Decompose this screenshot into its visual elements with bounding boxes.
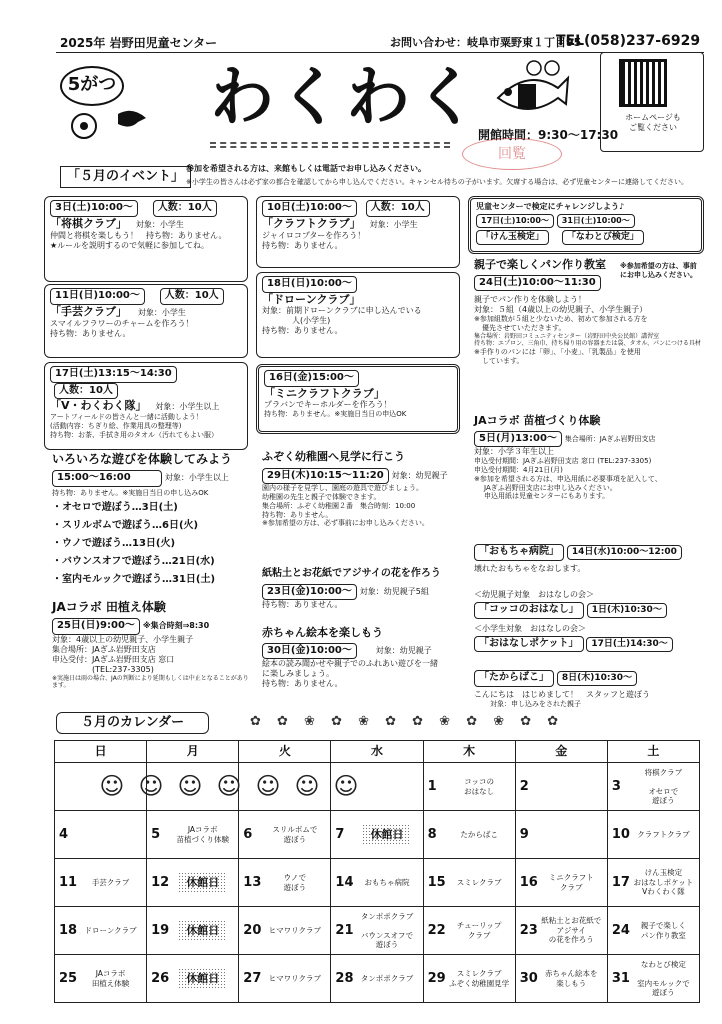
shugei-club-card: [44, 284, 248, 358]
calendar-event-text: スミレクラブ ふぞく幼稚園見学: [449, 969, 510, 988]
bread-l7: ※手作りのパンには「卵」、「小麦」、「乳製品」を使用: [474, 347, 641, 356]
calendar-event-text: JAコラボ 苗植づくり体験: [176, 825, 229, 844]
calendar-date-number: 16: [519, 874, 538, 890]
calendar-date-number: 19: [151, 922, 170, 938]
play-items: 持ち物：ありません。※実施日当日の申し込みOK: [52, 488, 209, 497]
rice-planting-section: [52, 600, 252, 690]
mini-desc: プラバンでキーホルダーを作ろう！: [264, 400, 392, 410]
calendar-day-mon: [147, 955, 239, 1003]
sweetpotato-title: JAコラボ 苗植づくり体験: [474, 414, 601, 427]
calendar-closed-day: 休館日: [178, 920, 227, 942]
contact-address: お問い合わせ：岐阜市粟野東１丁目95: [390, 36, 582, 49]
toy-hospital-section: [474, 544, 706, 574]
shogi-note: ★ルールを説明するので気軽に参加してね。: [50, 240, 210, 250]
calendar-event-text: スリルボムで 遊ぼう: [272, 825, 318, 844]
craft-desc: ジャイロコプターを作ろう！: [262, 230, 366, 240]
calendar-closed-day: 休館日: [178, 872, 227, 894]
calendar-event-text: 将棋クラブ オセロで 遊ぼう: [644, 767, 683, 805]
craft-club-card: [256, 196, 460, 268]
calendar-day-wed: [331, 907, 423, 955]
calendar-date-number: 3: [611, 778, 621, 794]
calendar-date-number: 11: [59, 874, 78, 890]
calendar-event-text: 赤ちゃん絵本を 楽しもう: [545, 969, 598, 988]
baby-title: 赤ちゃん絵本を楽しもう: [262, 626, 383, 639]
calendar-date-number: 22: [427, 922, 446, 938]
bread-l4: 優先させていただきます。: [482, 324, 566, 332]
calendar-event-text: おもちゃ病院: [364, 877, 410, 887]
baby-desc-1: 絵本の読み聞かせや親子でのふれあい遊びを一緒: [262, 659, 438, 669]
bread-l3: ※参加組数が５組と少ないため、初めて参加される方を: [474, 315, 648, 324]
mini-items: 持ち物：ありません。※実施日当日の申込OK: [264, 410, 407, 419]
craft-date: 10日(土)10:00～: [262, 200, 357, 217]
kinder-gather: 集合場所：ふぞく幼稚園２番 集合時刻：10:00: [262, 501, 416, 510]
calendar-day-wed: [331, 811, 423, 859]
sweetpotato-place: 集合場所：JAぎふ岩野田支店: [564, 434, 656, 443]
cal-header-mon: 月: [147, 741, 239, 763]
month-badge: 5がつ: [60, 66, 124, 106]
story1-date: 1日(木)10:30～: [587, 603, 667, 618]
calendar-decoration-icon: ✿ ✿ ❀ ✿ ❀ ✿ ✿ ❀ ✿ ❀ ✿ ✿: [250, 714, 565, 729]
calendar-day-sat: [607, 859, 699, 907]
calendar-date-number: 28: [335, 970, 354, 986]
play-time: 15:00～16:00: [52, 470, 162, 487]
calendar-event-text: タンポポクラブ: [360, 973, 414, 983]
calendar-day-wed: [331, 763, 423, 811]
calendar-day-sat: [607, 763, 699, 811]
calendar-event-text: ドローンクラブ: [84, 925, 137, 935]
hydrangea-section: [262, 568, 462, 610]
calendar-date-number: 8: [427, 826, 437, 842]
shogi-capacity: 人数：10人: [153, 200, 217, 217]
calendar-day-tue: [239, 955, 331, 1003]
challenge-jumprope: 「なわとび検定」: [562, 230, 644, 245]
calendar-day-sun: [55, 811, 147, 859]
calendar-date-number: 13: [243, 874, 262, 890]
sweetpotato-l5: JAぎふ岩野田支店にお申し込みください。: [484, 483, 617, 492]
calendar-day-mon: [147, 763, 239, 811]
sweetpotato-date: 5日(月)13:00～: [474, 431, 562, 448]
drone-items: 持ち物：ありません。: [262, 326, 343, 336]
bread-title: 親子で楽しくパン作り教室: [474, 258, 606, 271]
rice-gather: ※集合時刻⇒8:30: [142, 621, 210, 630]
contact-tel: TEL(058)237-6929: [556, 33, 701, 49]
play-item-othello: ・オセロで遊ぼう…3日(土): [52, 502, 178, 514]
craft-items: 持ち物：ありません。: [262, 240, 343, 250]
takara-target: 対象：申し込みをされた親子: [490, 699, 581, 708]
calendar-date-number: 21: [335, 922, 354, 938]
calendar-week-row: [55, 763, 700, 811]
craft-title: 「クラフトクラブ」: [262, 216, 361, 230]
calendar-date-number: 9: [519, 826, 529, 842]
calendar-event-text: チューリップ クラブ: [456, 921, 502, 940]
bread-date: 24日(土)10:00～11:30: [474, 275, 601, 292]
calendar-week-row: [55, 811, 700, 859]
calendar-date-number: 23: [519, 922, 538, 938]
takara-desc: こんにちは はじめまして！ スタッフと遊ぼう: [474, 689, 650, 699]
shugei-desc: スマイルフラワーのチャームを作ろう！: [50, 318, 194, 328]
calendar-date-number: 15: [427, 874, 446, 890]
qr-box: [600, 52, 704, 152]
v-desc: アートフィールドの皆さんと一緒に活動しよう！: [50, 413, 203, 422]
drone-target-2: 人(小学生): [292, 316, 331, 326]
bread-l2: 対象：５組（4歳以上の幼児親子、小学生親子）: [474, 305, 648, 315]
flower-bird-icon: [70, 104, 160, 144]
calendar-event-text: ウノで 遊ぼう: [283, 873, 307, 892]
qr-code-icon[interactable]: [619, 59, 667, 107]
shogi-target: 対象：小学生: [135, 219, 184, 229]
shogi-club-card: [44, 196, 248, 282]
calendar-day-mon: [147, 811, 239, 859]
drone-date: 18日(日)10:00～: [262, 276, 357, 293]
kinder-date: 29日(木)10:15～11:20: [262, 468, 389, 485]
baby-target: 対象：幼児親子: [375, 645, 432, 655]
takara-title: 「たからばこ」: [474, 670, 554, 687]
calendar-week-row: [55, 907, 700, 955]
baby-book-section: [262, 626, 462, 689]
baby-items: 持ち物：ありません。: [262, 679, 343, 689]
play-title: いろいろな遊びを体験してみよう: [52, 452, 233, 466]
calendar-day-fri: [515, 811, 607, 859]
calendar-date-number: 12: [151, 874, 170, 890]
calendar-day-tue: [239, 763, 331, 811]
sweetpotato-l4: ※参加を希望される方は、申込用紙に必要事項を記入して、: [474, 474, 662, 483]
calendar-day-tue: [239, 859, 331, 907]
shugei-target: 対象：小学生: [137, 307, 186, 317]
hydrangea-target: 対象：幼児親子5組: [359, 586, 429, 596]
story2-date: 17日(土)14:30～: [586, 637, 672, 652]
calendar-day-sat: [607, 811, 699, 859]
calendar-day-wed: [331, 955, 423, 1003]
calendar-date-number: 2: [519, 778, 529, 794]
story2-head: ＜小学生対象 おはなしの会＞: [474, 623, 586, 633]
toy-date: 14日(水)10:00～12:00: [567, 545, 682, 560]
kinder-items: 持ち物：ありません。: [262, 510, 333, 519]
calendar-week-row: [55, 955, 700, 1003]
v-target: 対象：小学生以上: [155, 402, 220, 411]
cal-header-sat: 土: [607, 741, 699, 763]
calendar-day-sun: [55, 907, 147, 955]
header-logo: [60, 62, 140, 142]
play-item-uno: ・ウノで遊ぼう…13日(火): [52, 538, 176, 550]
drone-club-card: [256, 272, 460, 358]
calendar-event-text: 手芸クラブ: [91, 877, 130, 887]
hydrangea-title: 紙粘土とお花紙でアジサイの花を作ろう: [262, 568, 441, 579]
year-center: 2025年 岩野田児童センター: [60, 36, 218, 50]
mini-craft-card: [256, 364, 460, 434]
bread-l1: 親子でパン作りを体験しよう！: [474, 295, 586, 305]
calendar-date-number: 27: [243, 970, 262, 986]
v-activities: (活動内容：ちぎり絵、作業用具の整理等): [50, 422, 182, 430]
kinder-target: 対象：幼児親子: [391, 470, 448, 480]
calendar-day-thu: [423, 907, 515, 955]
calendar-title: ５月のカレンダー: [56, 712, 209, 734]
hydrangea-date: 23日(金)10:00～: [262, 584, 357, 601]
calendar-date-number: 26: [151, 970, 170, 986]
cal-header-tue: 火: [239, 741, 331, 763]
sweetpotato-period: 申込受付期間：4月21日(月): [474, 466, 563, 474]
children-illustration-icon: ☺☺☺☺☺☺☺: [99, 772, 373, 800]
bread-section: [474, 258, 706, 365]
calendar-event-text: JAコラボ 田植え体験: [91, 969, 130, 988]
rice-title: JAコラボ 田植え体験: [52, 600, 166, 614]
calendar-event-text: タンポポクラブ バウンスオフで 遊ぼう: [360, 911, 414, 949]
takara-date: 8日(木)10:30～: [557, 671, 637, 686]
kinder-title: ふぞく幼稚園へ見学に行こう: [262, 450, 405, 463]
shogi-date: 3日(土)10:00～: [50, 200, 138, 217]
sweetpotato-apply: 申込受付期間：JAぎふ岩野田支店 窓口: [474, 457, 595, 466]
calendar-day-thu: [423, 955, 515, 1003]
shogi-title: 「将棋クラブ」: [50, 216, 127, 230]
hydrangea-items: 持ち物：ありません。: [262, 600, 343, 609]
drone-target: 対象：前期ドローンクラブに申し込んでいる: [262, 306, 422, 316]
sweetpotato-target: 対象：小学３年生以上: [474, 447, 554, 457]
takarabako-section: [474, 670, 706, 708]
calendar-event-text: クラフトクラブ: [637, 829, 690, 839]
calendar-event-text: 紙粘土とお花紙でアジサイ の花を作ろう: [541, 916, 602, 945]
cal-header-wed: 水: [331, 741, 423, 763]
calendar-date-number: 17: [611, 874, 630, 890]
calendar-closed-day: 休館日: [362, 824, 411, 846]
challenge-kendama: 「けん玉検定」: [476, 230, 549, 245]
title-underline: [210, 142, 450, 148]
calendar-day-fri: [515, 859, 607, 907]
play-item-thrill-bomb: ・スリルボムで遊ぼう…6日(火): [52, 520, 199, 532]
sweetpotato-l6: 申込用紙は児童センターにもあります。: [484, 492, 610, 501]
calendar-event-text: けん玉検定 おはなしポケット Vわくわく隊: [633, 868, 694, 897]
calendar-day-mon: [147, 859, 239, 907]
events-section-label: 「５月のイベント」: [60, 166, 191, 188]
craft-target: 対象：小学生: [369, 219, 418, 229]
events-note-2: ※小学生の皆さんは必ず家の都合を確認してから申し込んでください。キャンセル待ちの子がいます。欠席する場合は、必ず児童センターに連絡してください。: [186, 178, 689, 186]
calendar-date-number: 10: [611, 826, 630, 842]
homepage-note: ホームページも ご覧ください: [625, 113, 681, 132]
calendar-day-sun: [55, 859, 147, 907]
play-target: 対象：小学生以上: [164, 473, 229, 482]
v-title: 「V・わくわく隊」: [50, 399, 147, 412]
calendar-event-text: ミニクラフト クラブ: [548, 873, 594, 892]
v-capacity: 人数：10人: [54, 383, 118, 400]
bread-note: ※参加希望の方は、事前にお申し込みください。: [620, 262, 697, 279]
koinobori-icon: [478, 58, 578, 128]
calendar-day-tue: [239, 907, 331, 955]
sweetpotato-tel: (TEL:237-3305): [597, 457, 652, 466]
bread-l6: 持ち物：エプロン、三角巾、持ち帰り用の容器または袋、タオル、パンにつける具材: [474, 340, 701, 348]
rice-tel: (TEL:237-3305): [92, 664, 154, 674]
challenge-date-1: 17日(土)10:00～: [476, 214, 554, 228]
calendar-date-number: 31: [611, 970, 630, 986]
mini-date: 16日(金)15:00～: [264, 370, 359, 387]
shogi-desc: 仲間と将棋を楽しもう！: [50, 230, 138, 240]
calendar-event-text: コッコの おはなし: [464, 777, 495, 796]
calendar-day-tue: [239, 811, 331, 859]
calendar-day-wed: [331, 859, 423, 907]
calendar-date-number: 18: [59, 922, 78, 938]
v-wakuwaku-card: [44, 362, 248, 450]
shugei-date: 11日(日)10:00～: [50, 288, 145, 305]
calendar-date-number: 25: [59, 970, 78, 986]
circulation-stamp: 回覧: [462, 138, 562, 170]
v-date: 17日(土)13:15～14:30: [50, 366, 177, 383]
calendar-event-text: たからばこ: [460, 829, 498, 839]
story-section: [474, 590, 706, 652]
shogi-items: 持ち物：ありません。: [146, 230, 227, 240]
rice-date: 25日(日)9:00～: [52, 618, 140, 635]
bread-l5: 集合場所：岩野田コミュニティセンター（岩野田中央公民館）講習室: [474, 332, 660, 340]
calendar-day-sun: [55, 955, 147, 1003]
mini-title: 「ミニクラフトクラブ」: [264, 386, 385, 400]
shugei-title: 「手芸クラブ」: [50, 304, 127, 318]
cal-header-sun: 日: [55, 741, 147, 763]
calendar-table: [54, 740, 700, 1003]
play-section: [52, 452, 248, 589]
bread-l8: しています。: [482, 356, 524, 365]
craft-capacity: 人数：10人: [366, 200, 430, 217]
challenge-date-2: 31日(土)10:00～: [557, 214, 635, 228]
kinder-desc-2: 幼稚園の先生と親子で体験できます。: [262, 493, 381, 501]
story1-title: 「コッコのおはなし」: [474, 602, 584, 619]
calendar-day-sat: [607, 955, 699, 1003]
v-items: 持ち物：お茶、手拭き用のタオル（汚れてもよい服）: [50, 430, 218, 439]
calendar-day-fri: [515, 763, 607, 811]
challenge-title: 児童センターで検定にチャレンジしよう♪: [476, 202, 625, 211]
story1-head: ＜幼児親子対象 おはなしの会＞: [474, 590, 594, 599]
calendar-event-text: 親子で楽しく パン作り教室: [640, 921, 686, 940]
calendar-date-number: 24: [611, 922, 630, 938]
rice-apply: 申込受付：JAぎふ岩野田支店 窓口: [52, 654, 175, 664]
rice-place: 集合場所：JAぎふ岩野田支店: [52, 644, 156, 654]
calendar-day-fri: [515, 955, 607, 1003]
calendar-event-text: ヒマワリクラブ: [268, 925, 322, 935]
calendar-date-number: 7: [335, 826, 345, 842]
challenge-card: [468, 196, 704, 254]
toy-title: 「おもちゃ病院」: [474, 544, 564, 561]
calendar-event-text: ヒマワリクラブ: [268, 973, 322, 983]
play-item-molkky: ・室内モルックで遊ぼう…31日(土): [52, 574, 216, 586]
play-item-bounce-off: ・バウンスオフで遊ぼう…21日(水): [52, 556, 215, 568]
rice-note: ※実施日は雨の場合、JAの判断により延期もしくは中止となることがあります。: [52, 674, 249, 689]
calendar-event-text: なわとび検定 室内モルックで 遊ぼう: [637, 959, 690, 997]
story2-title: 「おはなしポケット」: [474, 636, 584, 653]
shugei-capacity: 人数：10人: [160, 288, 224, 305]
calendar-week-row: [55, 859, 700, 907]
calendar-date-number: 5: [151, 826, 161, 842]
calendar-day-sun: [55, 763, 373, 811]
calendar-date-number: 30: [519, 970, 538, 986]
sweet-potato-section: [474, 414, 706, 501]
calendar-day-mon: [147, 907, 239, 955]
calendar-event-text: スミレクラブ: [456, 877, 502, 887]
calendar-closed-day: 休館日: [178, 968, 227, 990]
toy-desc: 壊れたおもちゃをなおします。: [474, 563, 586, 573]
opening-hours: 開館時間：9:30～17:30: [478, 128, 619, 142]
kinder-note: ※参加希望の方は、必ず事前にお申し込みください。: [262, 519, 429, 528]
calendar-day-fri: [515, 907, 607, 955]
shugei-items: 持ち物：ありません。: [50, 328, 131, 338]
calendar-date-number: 4: [59, 826, 69, 842]
calendar-day-sat: [607, 907, 699, 955]
cal-header-fri: 金: [515, 741, 607, 763]
events-note-1: 参加を希望される方は、来館もしくは電話でお申し込みください。: [186, 164, 426, 173]
kinder-desc-1: 園内の様子を見学し、園庭の遊具で遊びましょう。: [262, 484, 423, 493]
calendar-day-thu: [423, 859, 515, 907]
kinder-visit-section: [262, 450, 462, 528]
baby-date: 30日(金)10:00～: [262, 643, 357, 660]
page-title: わくわく: [210, 61, 482, 135]
calendar-day-thu: [423, 811, 515, 859]
calendar-date-number: 20: [243, 922, 262, 938]
drone-title: 「ドローンクラブ」: [262, 292, 361, 306]
calendar-date-number: 29: [427, 970, 446, 986]
calendar-date-number: 14: [335, 874, 354, 890]
calendar-date-number: 6: [243, 826, 253, 842]
calendar-date-number: 1: [427, 778, 437, 794]
cal-header-thu: 木: [423, 741, 515, 763]
baby-desc-2: に楽しみましょう。: [262, 669, 334, 679]
rice-target: 対象：4歳以上の幼児親子、小学生親子: [52, 634, 194, 644]
calendar-day-thu: [423, 763, 515, 811]
